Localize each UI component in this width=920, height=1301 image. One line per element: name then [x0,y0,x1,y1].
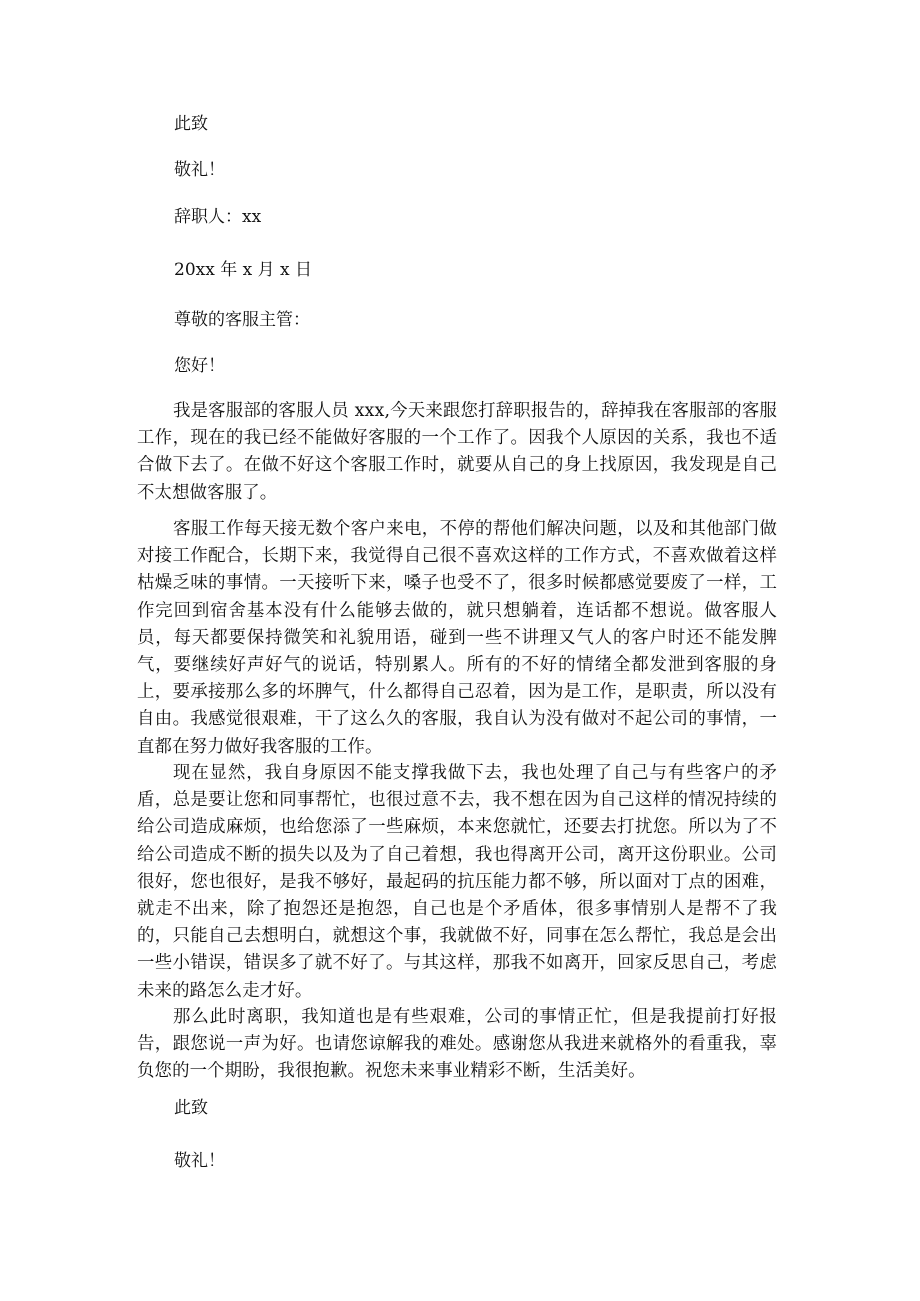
body-paragraph-2: 客服工作每天接无数个客户来电，不停的帮他们解决问题，以及和其他部门做对接工作配合，长期下来，我觉得自己很不喜欢这样的工作方式，不喜欢做着这样枯燥乏味的事情。一天接听下来，嗓子也受不了，很多时候都感觉要废了一样，工作完回到宿舍基本没有什么能够去做的，就只想躺着，连话都不想说。做客服人员，每天都要保持微笑和礼貌用语，碰到一些不讲理又气人的客户时还不能发脾气，要继续好声好气的说话，特别累人。所有的不好的情绪全都发泄到客服的身上，要承接那么多的坏脾气，什么都得自己忍着，因为是工作，是职责，所以没有自由。我感觉很艰难，干了这么久的客服，我自认为没有做对不起公司的事情，一直都在努力做好我客服的工作。 [137,519,777,757]
date-line: 20xx 年 x 月 x 日 [174,260,313,280]
closing-line-4: 敬礼！ [174,1151,225,1171]
greeting: 您好！ [174,356,225,376]
body-paragraph-3: 现在显然，我自身原因不能支撑我做下去，我也处理了自己与有些客户的矛盾，总是要让您和同事帮忙，也很过意不去，我不想在因为自己这样的情况持续的给公司造成麻烦，也给您添了一些麻烦，本来您就忙，还要去打扰您。所以为了不给公司造成不断的损失以及为了自己着想，我也得离开公司，离开这份职业。公司很好，您也很好，是我不够好，最起码的抗压能力都不够，所以面对丁点的困难，就走不出来，除了抱怨还是抱怨，自己也是个矛盾体，很多事情别人是帮不了我的，只能自己去想明白，就想这个事，我就做不好，同事在怎么帮忙，我总是会出一些小错误，错误多了就不好了。与其这样，那我不如离开，回家反思自己，考虑未来的路怎么走才好。 [137,763,777,1001]
body-paragraph-4: 那么此时离职，我知道也是有些艰难，公司的事情正忙，但是我提前打好报告，跟您说一声为好。也请您谅解我的难处。感谢您从我进来就格外的看重我，辜负您的一个期盼，我很抱歉。祝您未来事业精彩不断，生活美好。 [137,1007,777,1082]
closing-line-1: 此致 [174,114,208,134]
salutation: 尊敬的客服主管： [174,310,310,330]
closing-line-2: 敬礼！ [174,160,225,180]
signer-line: 辞职人：xx [174,207,262,227]
body-paragraph-1: 我是客服部的客服人员 xxx,今天来跟您打辞职报告的，辞掉我在客服部的客服工作，现在的我已经不能做好客服的一个工作了。因我个人原因的关系，我也不适合做下去了。在做不好这个客服工作时，就要从自己的身上找原因，我发现是自己不太想做客服了。 [137,401,777,503]
closing-line-3: 此致 [174,1098,208,1118]
